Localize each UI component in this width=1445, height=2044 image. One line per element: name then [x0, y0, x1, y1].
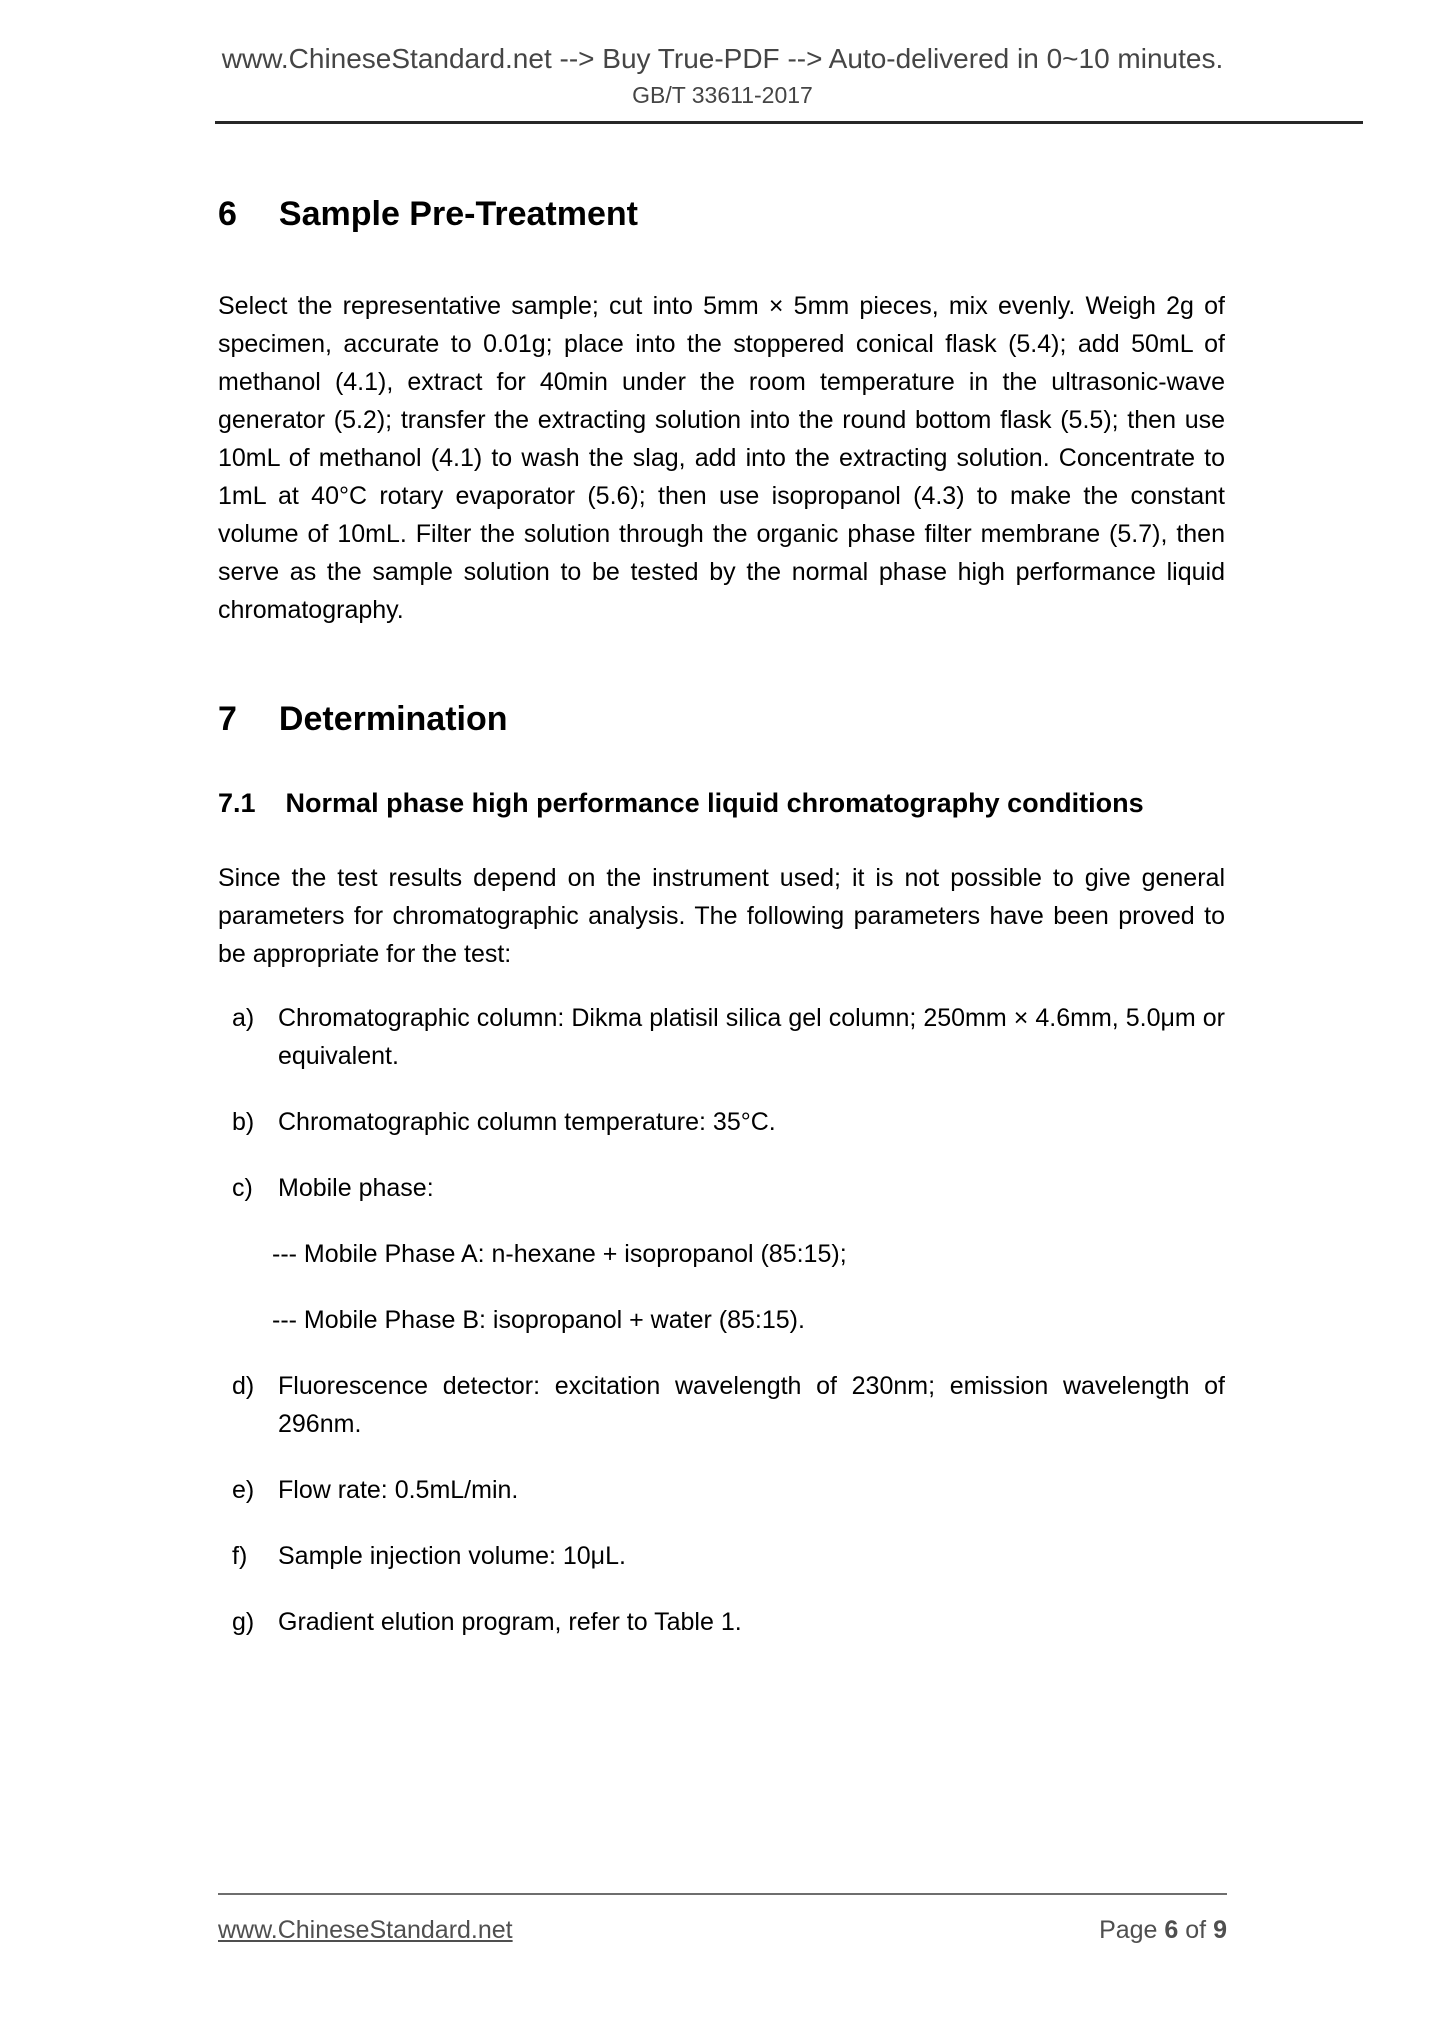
- page-header: [0, 0, 1445, 124]
- section-6-number: 6: [218, 195, 237, 233]
- section-7-number: 7: [218, 700, 237, 738]
- page-footer: [218, 1893, 1227, 1945]
- list-item-text: Sample injection volume: 10μL.: [278, 1542, 626, 1570]
- list-item: [232, 1367, 1225, 1443]
- list-item: [232, 1169, 1225, 1207]
- mobile-phase-a: --- Mobile Phase A: n-hexane + isopropanol (85:15);: [272, 1240, 847, 1268]
- list-item-text: Chromatographic column temperature: 35°C.: [278, 1108, 776, 1136]
- list-item-marker: f): [232, 1542, 248, 1570]
- section-7-1-number: 7.1: [218, 788, 256, 818]
- list-item: [232, 1537, 1225, 1575]
- list-item-marker: c): [232, 1174, 253, 1202]
- list-item-marker: g): [232, 1608, 255, 1636]
- list-item-text: Flow rate: 0.5mL/min.: [278, 1476, 519, 1504]
- section-6-paragraph: Select the representative sample; cut into 5mm × 5mm pieces, mix evenly. Weigh 2g of specimen, accurate to 0.01g; place into the stoppered conical flask (5.4); add 50mL of methanol (4.1), extract for 40min under the room temperature in the ultrasonic-wave generator (5.2); transfer the extracting solution into the round bottom flask (5.5); then use 10mL of methanol (4.1) to wash the slag, add into the extracting solution. Concentrate to 1mL at 40°C rotary evaporator (5.6); then use isopropanol (4.3) to make the constant volume of 10mL. Filter the solution through the organic phase filter membrane (5.7), then serve as the sample solution to be tested by the normal phase high performance liquid chromatography.: [218, 292, 1225, 624]
- of-label: of: [1185, 1916, 1207, 1944]
- list-item-text: Gradient elution program, refer to Table 1.: [278, 1608, 742, 1636]
- section-6-heading: [218, 194, 1225, 234]
- section-7-1-title: Normal phase high performance liquid chromatography conditions: [285, 788, 1144, 818]
- list-item: [232, 999, 1225, 1075]
- header-divider: [215, 121, 1363, 124]
- list-item: [232, 1471, 1225, 1509]
- footer-divider: [218, 1893, 1227, 1895]
- page-label: Page: [1099, 1916, 1158, 1944]
- header-tagline: www.ChineseStandard.net --> Buy True-PDF --> Auto-delivered in 0~10 minutes.: [221, 43, 1224, 74]
- mobile-phase-b: --- Mobile Phase B: isopropanol + water (85:15).: [272, 1306, 805, 1334]
- list-item-text: Mobile phase:: [278, 1174, 434, 1202]
- section-6-title: Sample Pre-Treatment: [278, 195, 638, 233]
- list-item-marker: e): [232, 1476, 255, 1504]
- list-item-marker: b): [232, 1108, 255, 1136]
- section-7-heading: [218, 699, 1225, 739]
- document-body: [218, 194, 1225, 1641]
- list-item-marker: d): [232, 1372, 255, 1400]
- page-indicator: [1099, 1915, 1227, 1945]
- section-7-1-intro: Since the test results depend on the instrument used; it is not possible to give general parameters for chromatographic analysis. The following parameters have been proved to be appropriate for the test:: [218, 864, 1225, 968]
- list-item: [232, 1103, 1225, 1141]
- section-7-title: Determination: [278, 700, 508, 738]
- list-item: [232, 1603, 1225, 1641]
- page-current: 6: [1164, 1916, 1179, 1944]
- footer-row: [218, 1915, 1227, 1945]
- conditions-list: [218, 999, 1225, 1641]
- list-item-text: Chromatographic column: Dikma platisil silica gel column; 250mm × 4.6mm, 5.0μm or equivalent.: [278, 1004, 1225, 1070]
- section-7-1-heading: [218, 786, 1225, 820]
- standard-number: GB/T 33611-2017: [632, 82, 813, 108]
- list-item-text: Fluorescence detector: excitation wavelength of 230nm; emission wavelength of 296nm.: [278, 1372, 1225, 1438]
- page-total: 9: [1213, 1916, 1227, 1944]
- list-item-marker: a): [232, 1004, 255, 1032]
- footer-site-link[interactable]: www.ChineseStandard.net: [218, 1916, 513, 1944]
